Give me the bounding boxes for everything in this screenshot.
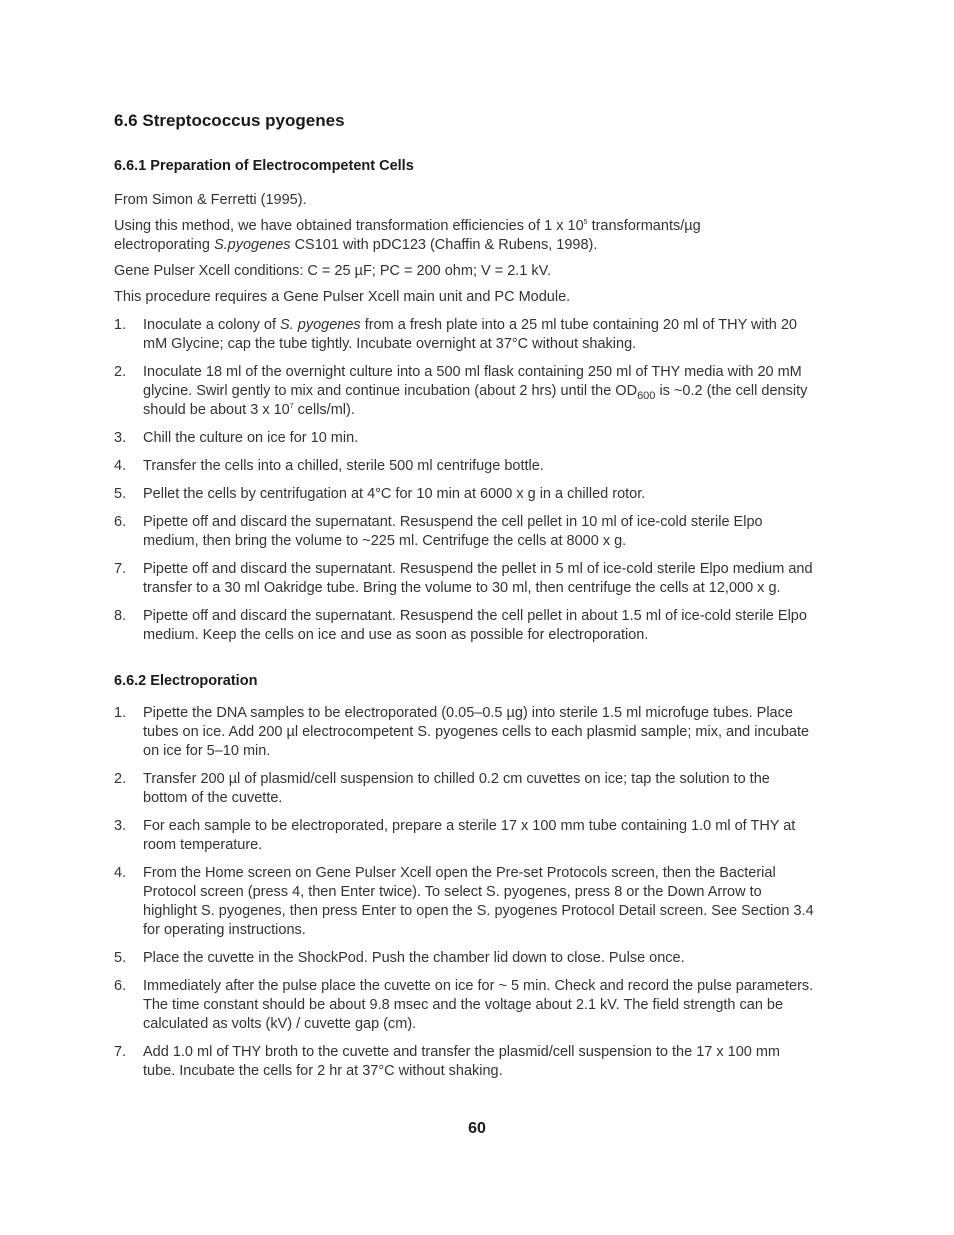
od-subscript: 600 xyxy=(637,390,656,402)
step-text: For each sample to be electroporated, prepare a sterile 17 x 100 mm tube containing 1.0 ml of THY at room temperature. xyxy=(143,818,796,853)
step-number: 3. xyxy=(114,430,127,446)
preparation-steps xyxy=(114,316,814,645)
list-item xyxy=(114,513,814,551)
step-text: Pipette off and discard the supernatant. Resuspend the cell pellet in about 1.5 ml of ice-cold sterile Elpo medium. Keep the cells on ice and use as soon as possible for electroporation. xyxy=(143,608,807,643)
list-item xyxy=(114,770,814,808)
step-text-a: Inoculate 18 ml of the overnight culture into a 500 ml flask containing 250 ml of THY media with 20 mM glycine. Swirl gently to mix and continue incubation (about 2 hrs) until the OD xyxy=(143,364,802,399)
step-text: Transfer 200 µl of plasmid/cell suspension to chilled 0.2 cm cuvettes on ice; tap the solution to the bottom of the cuvette. xyxy=(143,771,770,806)
list-item xyxy=(114,817,814,855)
step-text-c: cells/ml). xyxy=(293,402,355,418)
efficiency-paragraph xyxy=(114,217,814,255)
step-number: 7. xyxy=(114,561,127,577)
requirements-paragraph: This procedure requires a Gene Pulser Xcell main unit and PC Module. xyxy=(114,289,571,305)
efficiency-text-a: Using this method, we have obtained transformation efficiencies of 1 x 10 xyxy=(114,218,584,234)
subsection-title-preparation: 6.6.1 Preparation of Electrocompetent Cells xyxy=(114,158,414,174)
step-text: From the Home screen on Gene Pulser Xcell open the Pre-set Protocols screen, then the Bacterial Protocol screen (press 4, then Enter twice). To select S. pyogenes, press 8 or the Down Arrow to highlight S. pyogenes, then press Enter to open the S. pyogenes Protocol Detail screen. See Section 3.4 for operating instructions. xyxy=(143,865,814,938)
list-item xyxy=(114,363,814,420)
step-text: Place the cuvette in the ShockPod. Push the chamber lid down to close. Pulse once. xyxy=(143,950,685,966)
conditions-paragraph: Gene Pulser Xcell conditions: C = 25 µF; PC = 200 ohm; V = 2.1 kV. xyxy=(114,263,552,279)
step-text: Transfer the cells into a chilled, sterile 500 ml centrifuge bottle. xyxy=(143,458,544,474)
efficiency-species: S.pyogenes xyxy=(213,237,291,253)
page-number: 60 xyxy=(468,1120,486,1137)
step-text: Add 1.0 ml of THY broth to the cuvette and transfer the plasmid/cell suspension to the 17 x 100 mm tube. Incubate the cells for 2 hr at 37°C without shaking. xyxy=(143,1044,781,1079)
efficiency-exponent: 5 xyxy=(583,219,588,226)
step-number: 6. xyxy=(114,978,127,994)
step-number: 2. xyxy=(114,364,127,380)
step-number: 5. xyxy=(114,486,127,502)
efficiency-text-d: CS101 with pDC123 (Chaffin & Rubens, 1998). xyxy=(290,237,598,253)
list-item xyxy=(114,864,814,940)
step-text: Pipette the DNA samples to be electroporated (0.05–0.5 µg) into sterile 1.5 ml microfuge tubes. Place tubes on ice. Add 200 µl electrocompetent S. pyogenes cells to each plasmid sample; mix, and incubate on ice for 5–10 min. xyxy=(143,705,810,759)
step-text: Pipette off and discard the supernatant. Resuspend the cell pellet in 10 ml of ice-cold sterile Elpo medium, then bring the volume to ~225 ml. Centrifuge the cells at 8000 x g. xyxy=(143,514,763,549)
list-item xyxy=(114,949,814,968)
section-title: 6.6 Streptococcus pyogenes xyxy=(114,111,345,130)
efficiency-text-c: electroporating xyxy=(114,237,214,253)
step-number: 5. xyxy=(114,950,127,966)
efficiency-text-b: transformants/µg xyxy=(587,218,701,234)
step-number: 1. xyxy=(114,317,127,333)
step-number: 2. xyxy=(114,771,127,787)
step-text-b: is ~0.2 (the cell density should be about 3 x 10 xyxy=(143,383,808,418)
step-number: 4. xyxy=(114,865,127,881)
list-item xyxy=(114,704,814,761)
step-species: S. pyogenes xyxy=(280,317,361,333)
list-item xyxy=(114,429,814,448)
step-number: 8. xyxy=(114,608,127,624)
step-text-b: from a fresh plate into a 25 ml tube containing 20 ml of THY with 20 mM Glycine; cap the tube tightly. Incubate overnight at 37°C without shaking. xyxy=(143,317,797,352)
step-number: 6. xyxy=(114,514,127,530)
step-text: Immediately after the pulse place the cuvette on ice for ~ 5 min. Check and record the pulse parameters. The time constant should be about 9.8 msec and the voltage about 2.1 kV. The field strength can be calculated as volts (kV) / cuvette gap (cm). xyxy=(143,978,814,1032)
step-number: 1. xyxy=(114,705,127,721)
step-number: 4. xyxy=(114,458,127,474)
list-item xyxy=(114,977,814,1034)
list-item xyxy=(114,1043,814,1081)
source-citation: From Simon & Ferretti (1995). xyxy=(114,192,307,208)
step-text: Chill the culture on ice for 10 min. xyxy=(143,430,359,446)
list-item xyxy=(114,607,814,645)
step-number: 3. xyxy=(114,818,127,834)
page-content xyxy=(114,108,814,1081)
electroporation-steps xyxy=(114,704,814,1081)
list-item xyxy=(114,316,814,354)
step-text-a: Inoculate a colony of xyxy=(143,317,281,333)
list-item xyxy=(114,457,814,476)
density-exponent: 7 xyxy=(289,403,294,410)
list-item xyxy=(114,560,814,598)
step-text: Pellet the cells by centrifugation at 4°C for 10 min at 6000 x g in a chilled rotor. xyxy=(143,486,646,502)
subsection-title-electroporation: 6.6.2 Electroporation xyxy=(114,673,258,689)
step-number: 7. xyxy=(114,1044,127,1060)
step-text: Pipette off and discard the supernatant. Resuspend the pellet in 5 ml of ice-cold sterile Elpo medium and transfer to a 30 ml Oakridge tube. Bring the volume to 30 ml, then centrifuge the cells at 12,000 x g. xyxy=(143,561,813,596)
list-item xyxy=(114,485,814,504)
